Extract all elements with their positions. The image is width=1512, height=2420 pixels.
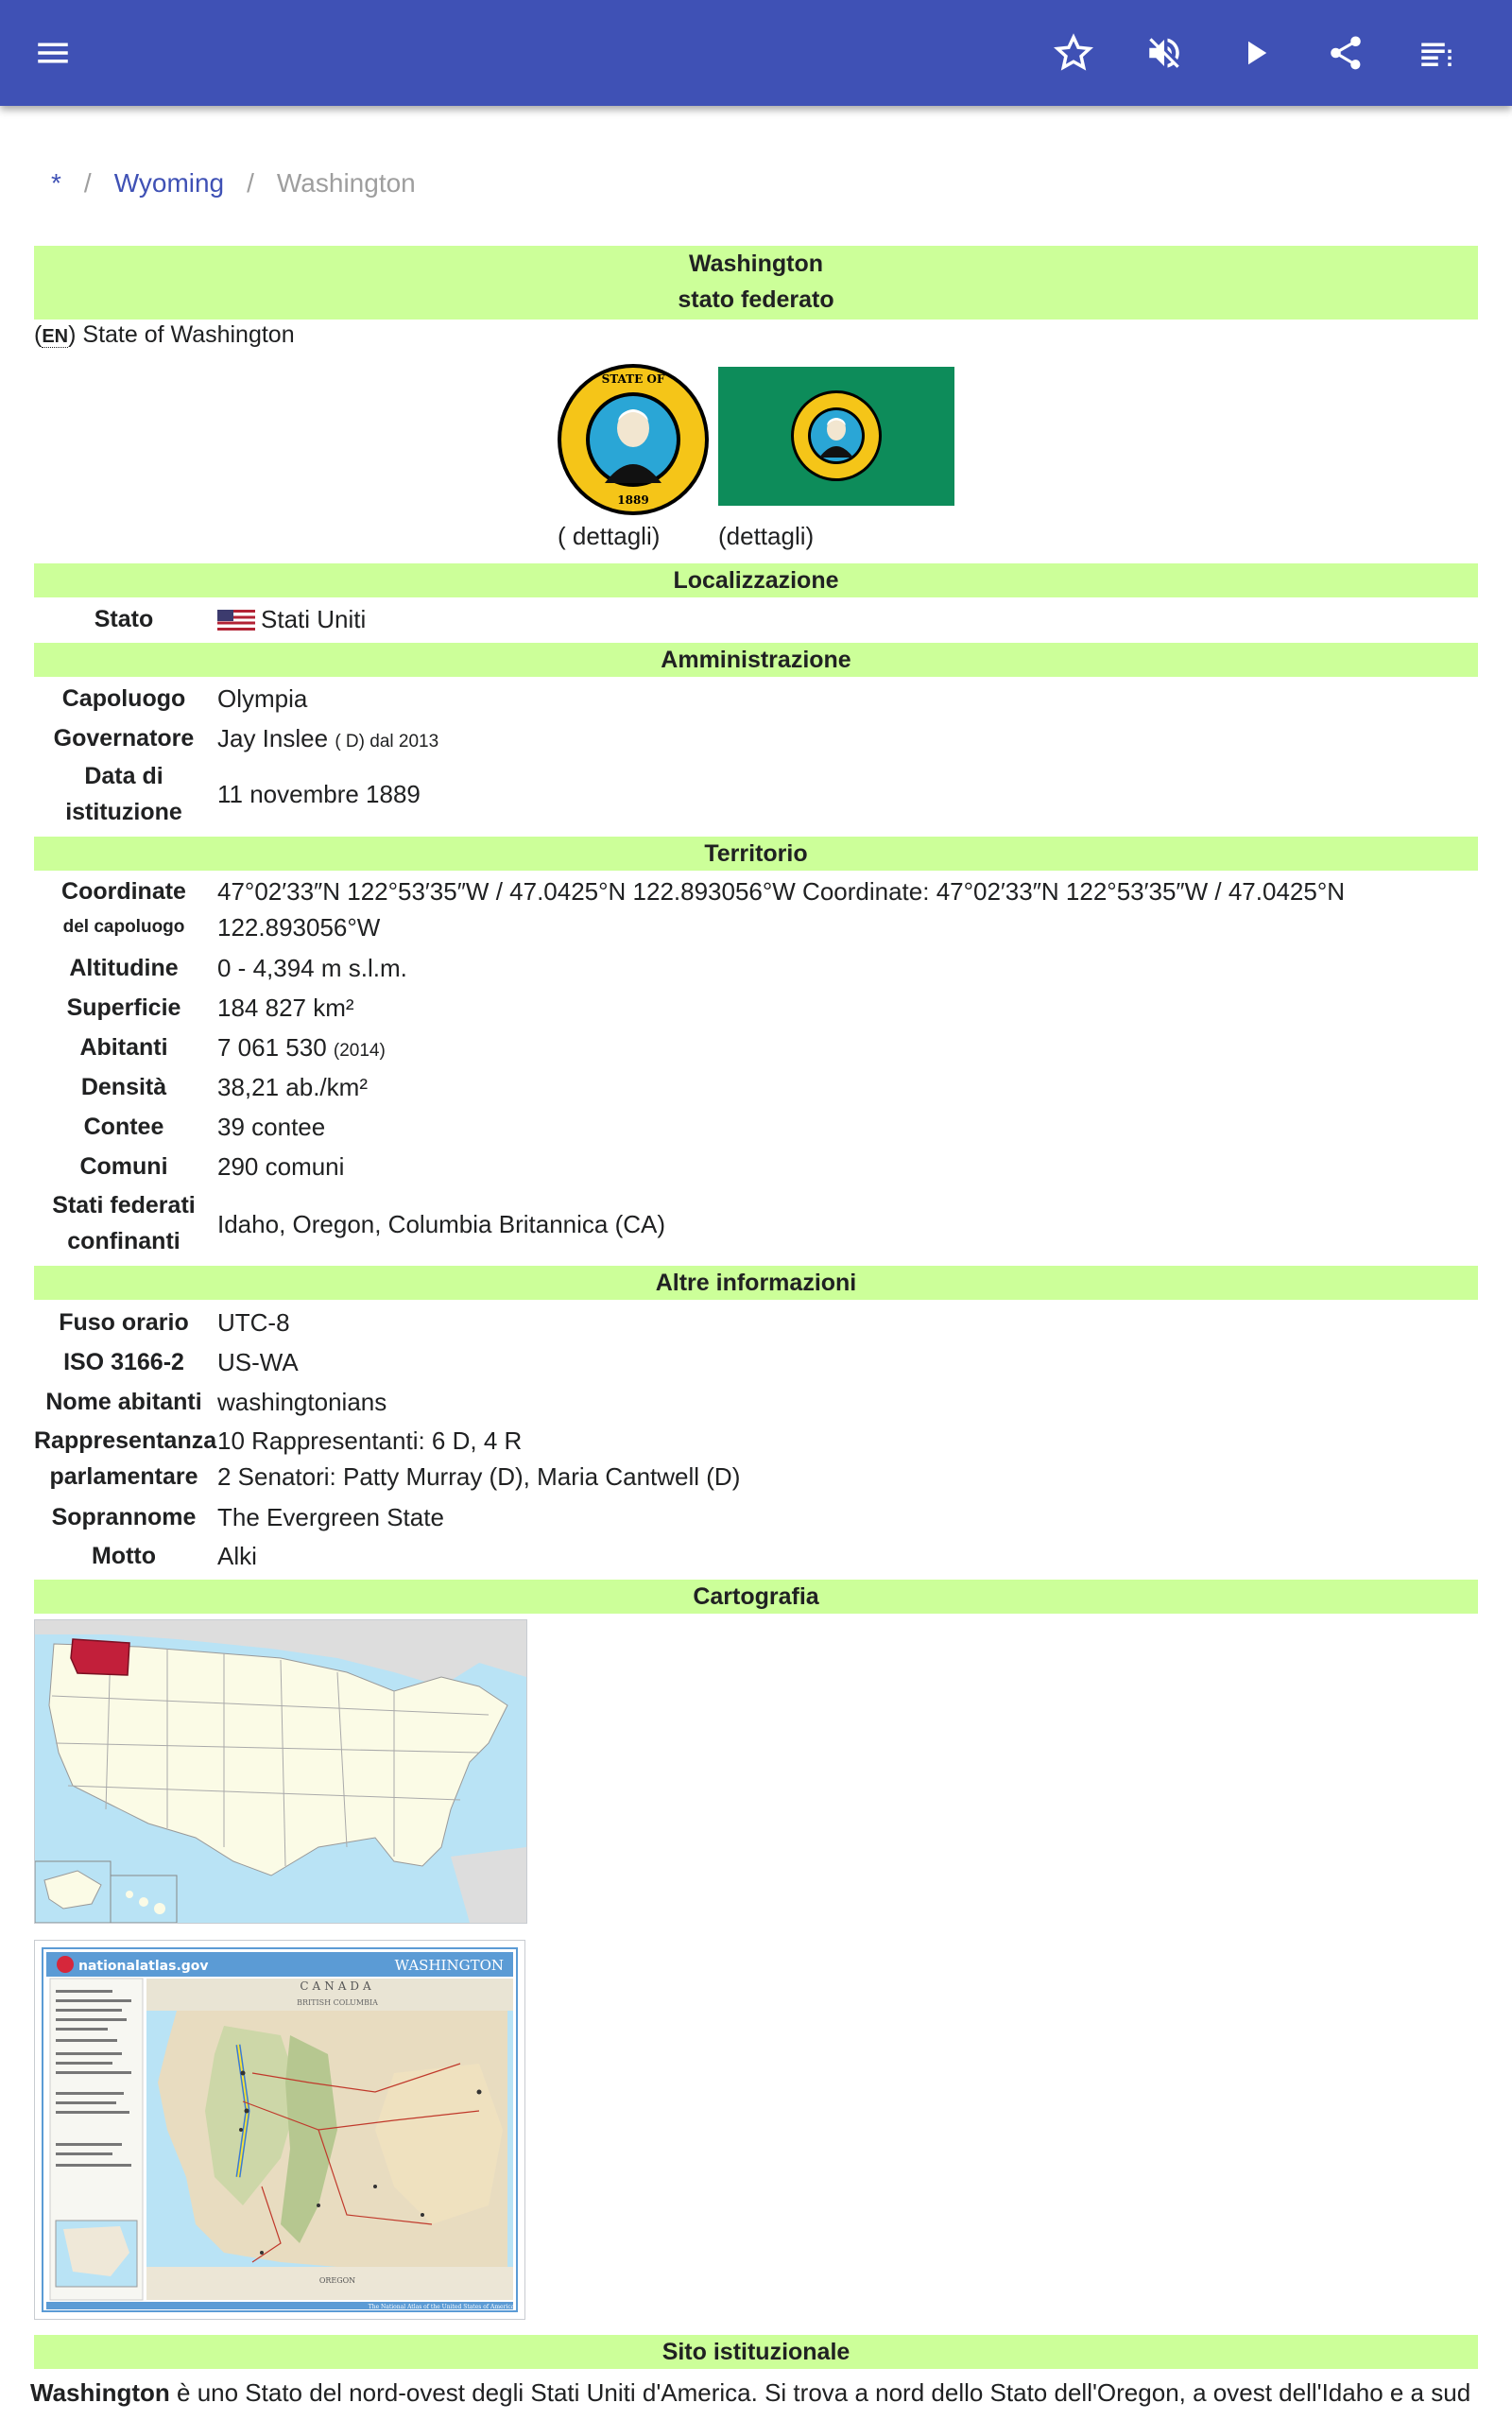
label-confinanti-line1: Stati federati [52,1192,196,1219]
infobox-subtitle: stato federato [678,286,834,313]
atlas-country-label: CANADA [300,1979,375,1993]
section-header-territorio: Territorio [34,837,1478,871]
value-contee[interactable]: 39 contee [217,1113,326,1141]
value-altitudine: 0 - 4,394 m s.l.m. [217,954,407,982]
playlist-icon[interactable] [1410,26,1463,79]
stato-link[interactable]: Stati Uniti [261,605,367,633]
section-header-cartografia: Cartografia [34,1580,1478,1614]
value-abitanti [217,1029,1474,1069]
label-governatore: Governatore [53,725,195,752]
native-name: (EN) State of Washington [34,321,295,348]
breadcrumb-separator: / [83,168,92,198]
breadcrumb-parent[interactable]: Wyoming [113,168,225,198]
value-nome-abitanti: washingtonians [217,1388,387,1416]
atlas-title: WASHINGTON [394,1957,504,1974]
lang-tag: EN [42,326,69,347]
play-icon[interactable] [1228,26,1281,79]
coord-line1: 47°02′33″N 122°53′35″W / 47.0425°N 122.893056°W Coordinate: 47°02′33″N 122°53′35″W / 47.0425°N [217,877,1345,906]
label-comuni: Comuni [79,1153,168,1180]
value-istituzione: 11 novembre 1889 [217,780,421,808]
value-stato [217,601,1474,637]
label-rappresentanza [34,1423,217,1495]
value-coordinate[interactable] [217,873,1474,945]
value-confinanti[interactable]: Idaho, Oregon, Columbia Britannica (CA) [217,1210,666,1238]
flag-caption[interactable]: (dettagli) [718,522,815,550]
label-rappresentanza-line2: parlamentare [49,1463,198,1490]
value-governatore [217,720,1474,760]
value-soprannome: The Evergreen State [217,1503,444,1531]
atlas-oregon-label: OREGON [318,2276,356,2285]
us-locator-map[interactable] [34,1619,527,1924]
label-confinanti-line2: confinanti [67,1228,180,1254]
coord-line2: 122.893056°W [217,913,381,942]
label-motto: Motto [91,1543,157,1569]
value-rappresentanza [217,1423,1474,1495]
label-coordinate-main: Coordinate [61,878,186,905]
volume-off-icon[interactable] [1138,26,1191,79]
label-altitudine: Altitudine [69,955,179,981]
us-flag-icon [217,610,255,631]
svg-text:1889: 1889 [617,493,649,507]
app-toolbar [0,0,1512,106]
breadcrumb-root[interactable]: * [51,168,61,198]
senatori-line[interactable]: 2 Senatori: Patty Murray (D), Maria Cantwell (D) [217,1462,741,1491]
abitanti-year: (2014) [333,1041,386,1061]
governatore-note: ( D) dal 2013 [335,732,439,752]
infobox-title [34,246,1478,320]
value-densita: 38,21 ab./km² [217,1073,368,1101]
seal-caption[interactable]: ( dettagli) [558,522,661,550]
value-superficie: 184 827 km² [217,994,354,1022]
article-lead-text: è uno Stato del nord-ovest degli Stati Uniti d'America. Si trova a nord dello Stato dell'Oregon, a ovest dell'Idaho e a sud [169,2378,1471,2407]
label-stato: Stato [94,606,154,632]
label-nome-abitanti: Nome abitanti [45,1389,202,1415]
label-soprannome: Soprannome [51,1504,197,1530]
label-contee: Contee [83,1114,164,1140]
row-coordinate [34,873,1478,949]
row-istituzione [34,758,1478,834]
section-header-amministrazione: Amministrazione [34,643,1478,677]
abitanti-number: 7 061 530 [217,1033,327,1062]
label-densita: Densità [80,1074,167,1100]
value-motto[interactable]: Alki [217,1542,257,1570]
value-iso[interactable]: US-WA [217,1348,299,1376]
label-fuso-orario: Fuso orario [59,1309,189,1336]
menu-icon[interactable] [26,26,79,79]
value-fuso-orario[interactable]: UTC-8 [217,1308,290,1337]
governatore-link[interactable]: Jay Inslee [217,724,329,752]
label-coordinate [34,873,214,945]
atlas-province-label: BRITISH COLUMBIA [297,1998,378,2007]
native-name-text: State of Washington [82,321,295,348]
article-lead-bold: Washington [30,2378,170,2407]
star-outline-icon[interactable] [1047,26,1100,79]
infobox-title-name: Washington [688,251,824,277]
breadcrumb-current: Washington [276,168,416,198]
label-abitanti: Abitanti [79,1034,168,1061]
section-header-sito-istituzionale[interactable]: Sito istituzionale [34,2335,1478,2369]
breadcrumb-separator: / [247,168,254,198]
label-coordinate-sub: del capoluogo [62,917,185,937]
section-header-altre-informazioni: Altre informazioni [34,1266,1478,1300]
row-stato [34,601,1478,637]
svg-text:STATE OF: STATE OF [601,372,665,386]
breadcrumb [51,168,416,199]
atlas-footer: The National Atlas of the United States of America [368,2304,515,2310]
state-seal-image[interactable] [556,362,711,517]
label-istituzione-line1: Data di [84,763,163,789]
label-superficie: Superficie [66,994,181,1021]
row-confinanti [34,1187,1478,1263]
article-lead-paragraph [30,2378,1470,2408]
value-comuni[interactable]: 290 comuni [217,1152,345,1181]
share-icon[interactable] [1319,26,1372,79]
rappresentanti-line: 10 Rappresentanti: 6 D, 4 R [217,1426,523,1455]
state-flag-image[interactable] [718,367,954,506]
washington-atlas-map[interactable] [34,1940,525,2320]
section-header-localizzazione: Localizzazione [34,563,1478,597]
label-capoluogo: Capoluogo [61,685,186,712]
label-confinanti [34,1187,214,1259]
row-rappresentanza [34,1423,1478,1498]
label-rappresentanza-line1: Rappresentanza [34,1427,217,1454]
label-istituzione [34,758,214,830]
label-istituzione-line2: istituzione [65,799,182,825]
value-capoluogo[interactable]: Olympia [217,684,308,713]
atlas-brand: nationalatlas.gov [78,1959,209,1974]
label-iso: ISO 3166-2 [63,1349,184,1375]
